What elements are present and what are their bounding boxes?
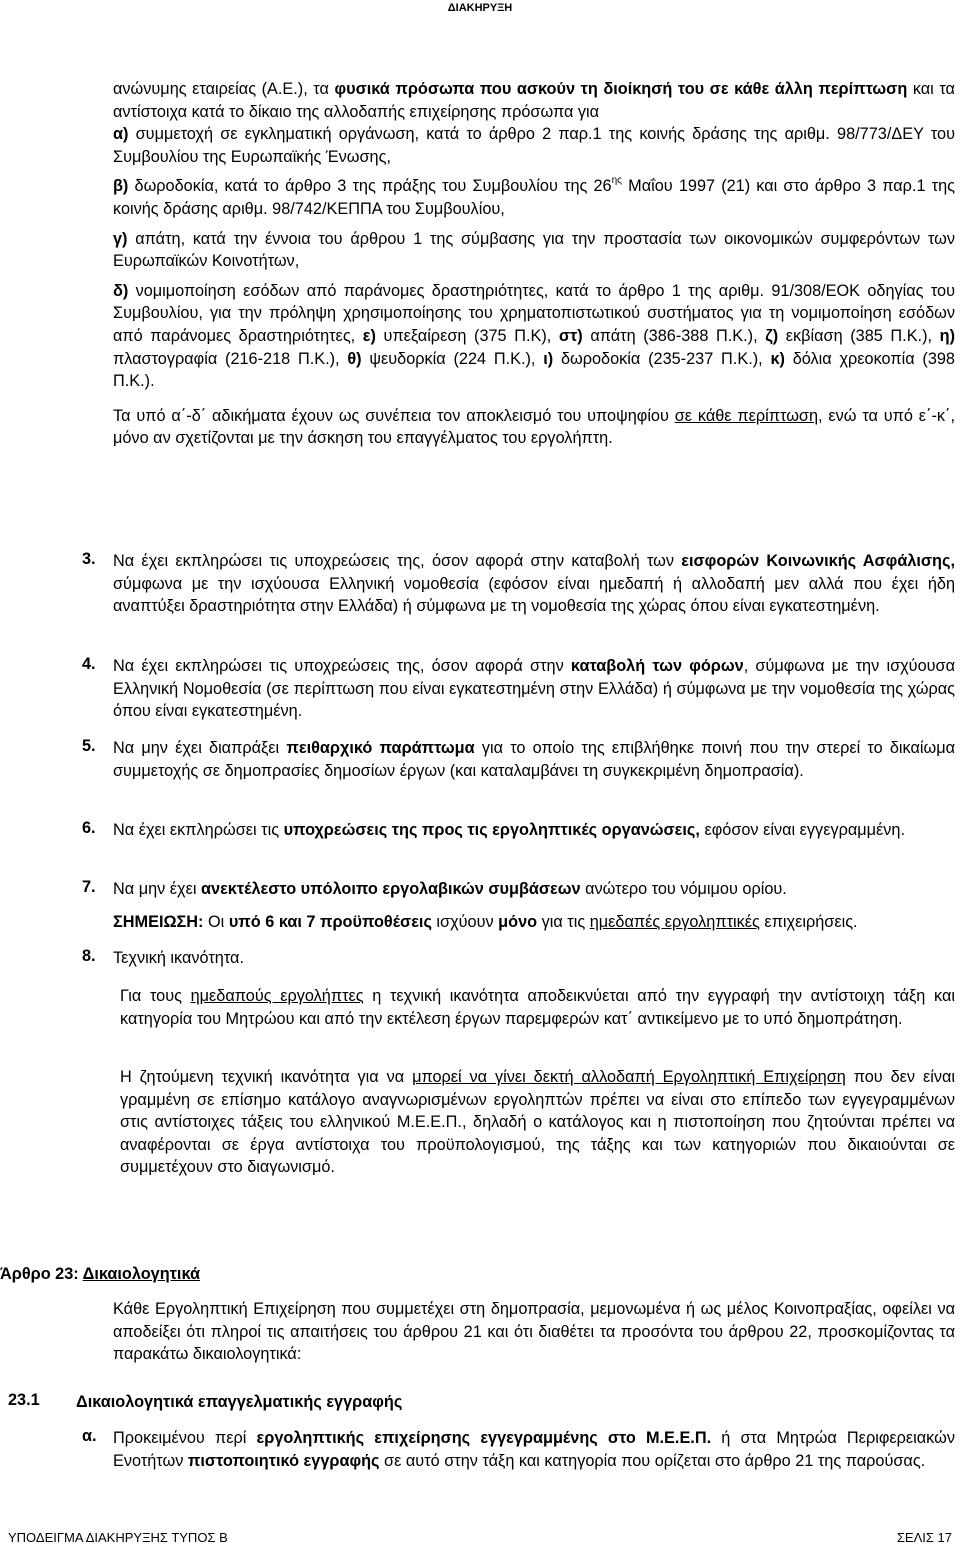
item-7-number: 7. — [82, 878, 96, 896]
item-a-text: Προκειμένου περί εργοληπτικής επιχείρησης εγγεγραμμένης στο Μ.Ε.Ε.Π. ή στα Μητρώα Περιφερειακών Ενοτήτων πιστοποιητικό εγγραφής σε αυτό στην τάξη και κατηγορία που ορίζεται στο άρθρο 21 της παρούσας. — [113, 1429, 955, 1470]
article-23-heading: Άρθρο 23: Δικαιολογητικά — [0, 1265, 201, 1283]
section-23-1-number: 23.1 — [8, 1391, 40, 1409]
item-6-text: Να έχει εκπληρώσει τις υποχρεώσεις της προς τις εργοληπτικές οργανώσεις, εφόσον είναι εγγεγραμμένη. — [113, 821, 906, 839]
item-8-text: Τεχνική ικανότητα. — [113, 949, 244, 967]
consequence-paragraph: Τα υπό α΄-δ΄ αδικήματα έχουν ως συνέπεια τον αποκλεισμό του υποψηφίου σε κάθε περίπτωση, ενώ τα υπό ε΄-κ΄, μόνο αν σχετίζονται με την άσκηση του επαγγέλματος του εργολήπτη. — [113, 406, 955, 448]
footer-page-number: ΣΕΛΙΣ 17 — [896, 1530, 952, 1545]
item-5-number: 5. — [82, 737, 96, 755]
item-8-number: 8. — [82, 947, 96, 965]
tech-paragraph-2: Η ζητούμενη τεχνική ικανότητα για να μπορεί να γίνει δεκτή αλλοδαπή Εργοληπτική Επιχείρηση που δεν είναι γραμμένη σε επίσημο κατάλογο αναγνωρισμένων εργοληπτών πρέπει να είναι στο επίπεδο των εγγεγραμμένων στις αντίστοιχες τάξεις του ελληνικού Μ.Ε.Ε.Π., δηλαδή ο κατάλογος και η πιστοποίηση που ζητούνται πρέπει να αναφέρονται σε έργα αντίστοιχα του προϋπολογισμού, της τάξης και των κατηγοριών που δικαιούνται σε συμμετέχουν στο διαγωνισμό. — [120, 1068, 956, 1177]
footer-left: ΥΠΟΔΕΙΓΜΑ ΔΙΑΚΗΡΥΞΗΣ ΤΥΠΟΣ Β — [8, 1530, 228, 1545]
item-3-number: 3. — [82, 550, 96, 568]
section-23-1-title: Δικαιολογητικά επαγγελματικής εγγραφής — [76, 1393, 403, 1411]
item-5-text: Να μην έχει διαπράξει πειθαρχικό παράπτωμα για το οποίο της επιβλήθηκε ποινή που την στερεί το δικαίωμα συμμετοχής σε δημοπρασίες δημοσίων έργων (και καταλαμβάνει τη συγκεκριμένη δημοπρασία). — [113, 739, 956, 780]
note: ΣΗΜΕΙΩΣΗ: Οι υπό 6 και 7 προϋποθέσεις ισχύουν μόνο για τις ημεδαπές εργοληπτικές επιχειρήσεις. — [113, 912, 858, 931]
item-6-number: 6. — [82, 819, 96, 837]
offences-paragraph: ανώνυμης εταιρείας (Α.Ε.), τα φυσικά πρόσωπα που ασκούν τη διοίκησή του σε κάθε άλλη περίπτωση και τα αντίστοιχα κατά το δίκαιο της αλλοδαπής επιχείρησης πρόσωπα για α) συμμετοχή σε εγκληματική οργάνωση, κατά το άρθρο 2 παρ.1 της κοινής δράσης της αριθμ. 98/773/ΔΕΥ του Συμβουλίου της Ευρωπαϊκής Ένωσης, β) δωροδοκία, κατά το άρθρο 3 της πράξης του Συμβουλίου της $26^{\eta\varsigma}$ Μαΐου 1997 (21) και στο άρθρο 3 παρ.1 της κοινής δράσης αριθμ. 98/742/ΚΕΠΠΑ του Συμβουλίου, γ) απάτη, κατά την έννοια του άρθρου 1 της σύμβασης για την προστασία των οικονομικών συμφερόντων των Ευρωπαϊκών Κοινοτήτων, δ) νομιμοποίηση εσόδων από παράνομες δραστηριότητες, κατά το άρθρο 1 της αριθμ. 91/308/ΕΟΚ οδηγίας του Συμβουλίου, για την πρόληψη χρησιμοποίησης του χρηματοπιστωτικού συστήματος για τη νομιμοποίηση εσόδων από παράνομες δραστηριότητες, ε) υπεξαίρεση (375 Π.Κ), στ) απάτη (386-388 Π.Κ.), ζ) εκβίαση (385 Π.Κ.), η) πλαστογραφία (216-218 Π.Κ.), θ) ψευδορκία (224 Π.Κ.), ι) δωροδοκία (235-237 Π.Κ.), κ) δόλια χρεοκοπία (398 Π.Κ.). Τα υπό α΄-δ΄ αδικήματα έχουν ως συνέπεια τον αποκλεισμό του υποψηφίου σε κάθε περίπτωση, ενώ τα υπό ε΄-κ΄, μόνο αν σχετίζονται με την άσκηση του επαγγέλματος του εργολήπτη. — [113, 78, 955, 450]
document-header: ΔΙΑΚΗΡΥΞΗ — [447, 2, 513, 14]
item-3-text: Να έχει εκπληρώσει τις υποχρεώσεις της, όσον αφορά στην καταβολή των εισφορών Κοινωνικής Ασφάλισης, σύμφωνα με την ισχύουσα Ελληνική νομοθεσία (εφόσον είναι ημεδαπή ή αλλοδαπή μεν αλλά που έχει ήδη αναπτύξει δραστηριότητα στην Ελλάδα) ή σύμφωνα με τη νομοθεσία της χώρας όπου είναι εγκατεστημένη. — [113, 552, 955, 616]
tech-paragraph-1: Για τους ημεδαπούς εργολήπτες η τεχνική ικανότητα αποδεικνύεται από την εγγραφή την αντίστοιχη τάξη και κατηγορία του Μητρώου και από την εκτέλεση έργων παρεμφερών κατ΄ αντικείμενο με το υπό δημοπράτηση. — [120, 987, 955, 1028]
item-4-number: 4. — [82, 655, 96, 673]
article-23-intro: Κάθε Εργοληπτική Επιχείρηση που συμμετέχει στη δημοπρασία, μεμονωμένα ή ως μέλος Κοινοπραξίας, οφείλει να αποδείξει ότι πληροί τις απαιτήσεις του άρθρου 21 και ότι διαθέτει τα προσόντα του άρθρου 22, προσκομίζοντας τα παρακάτω δικαιολογητικά: — [113, 1300, 955, 1364]
item-4-text: Να έχει εκπληρώσει τις υποχρεώσεις της, όσον αφορά στην καταβολή των φόρων, σύμφωνα με την ισχύουσα Ελληνική Νομοθεσία (σε περίπτωση που είναι εγκατεστημένη στην Ελλάδα) ή σύμφωνα με την νομοθεσία της χώρας όπου είναι εγκατεστημένη. — [113, 657, 955, 721]
item-a-number: α. — [82, 1427, 97, 1445]
item-7-text: Να μην έχει ανεκτέλεστο υπόλοιπο εργολαβικών συμβάσεων ανώτερο του νόμιμου ορίου. ΣΗΜΕΙΩΣΗ: Οι υπό 6 και 7 προϋποθέσεις ισχύουν μόνο για τις ημεδαπές εργοληπτικές επιχειρήσεις. — [113, 878, 955, 933]
